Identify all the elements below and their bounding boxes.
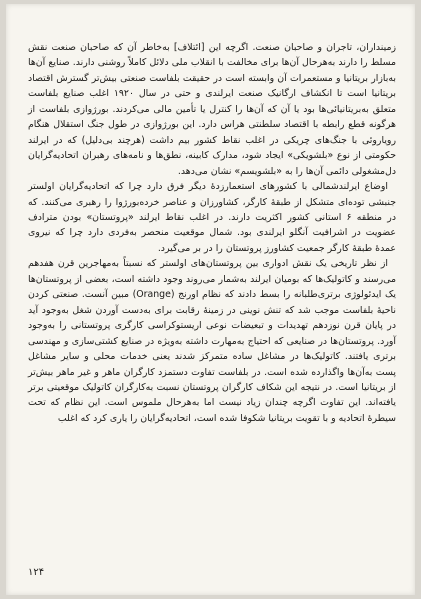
- body-text: [28, 40, 396, 426]
- document-page: [6, 4, 415, 595]
- paragraph-1: زمینداران، تاجران و صاحبان صنعت. اگرچه این [ائتلاف] به‌خاطر آن که صاحبان صنعت نقش مسلط را دارند به‌هرحال آن‌ها برای مخالفت با انقلاب ملی دلائل کاملاً روشنی دارند. صنایع آن‌ها به‌بازار بریتانیا و مستعمرات آن وابسته است در حقیقت بلفاست صنعتی بیش‌تر گسترش اقتصاد بریتانیا است تا انکشاف ارگانیک صنعت ایرلندی و حتی در سال ۱۹۲۰ اغلب صنایع بلفاست متعلق به‌بریتانیائی‌ها بود یا آن که آن‌ها را کنترل یا تأمین مالی می‌کردند. بورژوازی بلفاست از هرگونه قطع رابطه با اقتصاد سلطنتی هراس دارد. این بورژوازی در طول جنگ استقلال هنگام رویاروئی با جنگ‌های چریکی در اغلب نقاط کشور بیم داشت (هرچند بی‌دلیل) که در ایرلند حکومتی از نوع «بلشویکی» ایجاد شود، مدارک کابینه، نطق‌ها و نامه‌های رهبران اتحادیه‌گرایان دل‌مشغولی دائمی آن‌ها را به «بلشویسم» نشان می‌دهد.: [28, 42, 397, 177]
- paragraph-3: از نظر تاریخی یک نقش ادواری بین پروتستان‌های اولستر که نسبتاً به‌مهاجرین قرن هفدهم می‌رسند و کاتولیک‌ها که بومیان ایرلند به‌شمار می‌روند وجود داشته است، بعضی از پروتستان‌ها یک ایدئولوژی برتری‌طلبانه را بسط دادند که نظام اورنج (Orange) مبین آنست. صنعتی کردن ناحیهٔ بلفاست موجب شد که تنش نوینی در زمینهٔ رقابت برای به‌دست آوردن شغل به‌وجود آید در پایان قرن نوزدهم تهدیدات و تبعیضات نوعی اریستوکراسی کارگری پروتستانی را به‌وجود آورد. پروتستان‌ها در صنایعی که احتیاج به‌مهارت داشته به‌ویژه در صنایع کشتی‌سازی و مهندسی برتری یافتند. کاتولیک‌ها در مشاغل ساده متمرکز شدند یعنی خدمات محلی و سایر مشاغل پست به‌آن‌ها واگذارده شده است. در بلفاست تفاوت دستمزد کارگران ماهر و غیر ماهر بیش‌تر از بریتانیا است. در نتیجه این شکاف کارگران پروتستان نسبت به‌کارگران کاتولیک موقعیتی برتر یافته‌اند. این تفاوت اگرچه چندان زیاد نیست اما به‌هرحال ملموس است. این نظام که تحت سیطرهٔ اتحادیه و با تقویت بریتانیا شکوفا شده است، اتحادیه‌گرایان را یاری کرد که اغلب: [28, 258, 396, 424]
- page-number: ۱۲۴: [28, 567, 45, 578]
- paragraph-2: اوضاع ایرلندشمالی با کشورهای استعمارزده‌ٔ دیگر فرق دارد چرا که اتحادیه‌گرایان اولستر جنبشی توده‌ای متشکل از طبقهٔ کارگر، کشاورزان و عناصر خرده‌بورژوا را رهبری می‌کنند. که در منطقه ۶ استانی کشور اکثریت دارند. در اغلب نقاط ایرلند «پروتستان» بودن مترادف عضویت در اشرافیت آنگلو ایرلندی بود. شمال موقعیت منحصر به‌فردی دارد چرا که نیروی عمدهٔ طبقهٔ کارگر جمعیت کشاورز پروتستان را در بر می‌گیرد.: [28, 181, 396, 254]
